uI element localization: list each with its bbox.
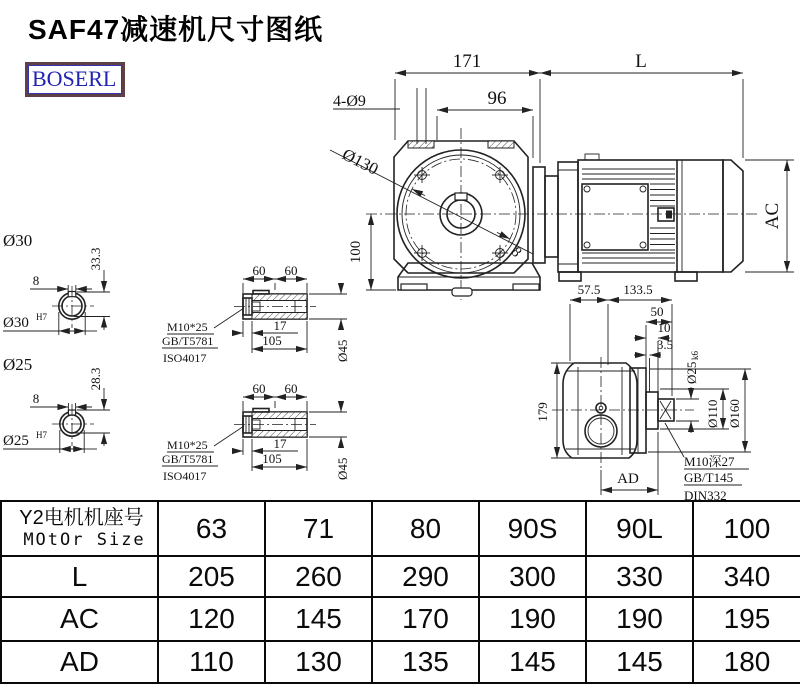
L-value-0: 205 — [158, 556, 265, 597]
L-value-2: 290 — [372, 556, 479, 597]
hollow-upper-d60b: 60 — [284, 263, 298, 278]
size-col-5: 100 — [693, 501, 800, 556]
top-view-gearmotor — [330, 51, 794, 300]
hollow-shaft-lower — [162, 381, 350, 483]
dim-179: 179 — [535, 402, 550, 422]
dim-AD: AD — [617, 471, 639, 487]
section25-label: Ø25 — [3, 355, 33, 374]
hollow-upper-d45: Ø45 — [335, 339, 350, 362]
L-value-1: 260 — [265, 556, 372, 597]
header-motor-size-cell — [1, 501, 158, 556]
hollow-lower-std1: GB/T5781 — [162, 452, 214, 466]
hollow-lower-d17: 17 — [273, 436, 287, 451]
section30-key-width: 8 — [32, 273, 40, 288]
section30-bore: Ø30 — [3, 315, 29, 331]
dim-L: L — [635, 51, 647, 72]
section30-label: Ø30 — [3, 231, 33, 250]
section30-bore-fit: H7 — [36, 312, 47, 322]
side-view-gearbox — [535, 282, 751, 503]
L-value-5: 340 — [693, 556, 800, 597]
size-col-4: 90L — [586, 501, 693, 556]
dim-O160: Ø160 — [727, 399, 742, 428]
dim-O110: Ø110 — [705, 399, 720, 428]
section25-bore-fit: H7 — [36, 430, 47, 440]
section25-key-width: 8 — [32, 391, 40, 406]
AD-value-3: 145 — [479, 641, 586, 683]
tap-std1: GB/T145 — [684, 470, 734, 485]
dim-AC: AC — [762, 202, 783, 230]
table-row-header — [1, 501, 800, 556]
size-col-2: 80 — [372, 501, 479, 556]
dim-3-5: 3.5 — [656, 337, 674, 352]
row-label-AD: AD — [1, 641, 158, 683]
table-row-AC — [1, 597, 800, 641]
dim-100: 100 — [348, 240, 364, 264]
section25-key-height: 28.3 — [88, 367, 103, 391]
size-col-3: 90S — [479, 501, 586, 556]
dim-133-5: 133.5 — [623, 282, 653, 297]
row-label-AC: AC — [1, 597, 158, 641]
hollow-upper-d105: 105 — [262, 333, 282, 348]
section30-key-height: 33.3 — [88, 247, 103, 271]
hollow-lower-d60a: 60 — [252, 381, 266, 396]
shaft-section-25 — [3, 355, 110, 453]
hollow-upper-d60a: 60 — [252, 263, 266, 278]
motor-outline — [533, 154, 743, 281]
AC-value-0: 120 — [158, 597, 265, 641]
header-motor-size-en: MOtOr Size — [23, 530, 146, 551]
hollow-lower-d60b: 60 — [284, 381, 298, 396]
dim-4xO9: 4-Ø9 — [333, 93, 366, 110]
hollow-upper-std1: GB/T5781 — [162, 334, 214, 348]
hollow-lower-d45: Ø45 — [335, 457, 350, 480]
hollow-shaft-upper — [162, 263, 350, 365]
AC-value-5: 195 — [693, 597, 800, 641]
AD-value-0: 110 — [158, 641, 265, 683]
L-value-4: 330 — [586, 556, 693, 597]
section25-bore: Ø25 — [3, 433, 29, 449]
AD-value-4: 145 — [586, 641, 693, 683]
hollow-upper-bolt: M10*25 — [167, 320, 208, 334]
hollow-lower-std2: ISO4017 — [163, 469, 207, 483]
AC-value-4: 190 — [586, 597, 693, 641]
L-value-3: 300 — [479, 556, 586, 597]
hollow-upper-std2: ISO4017 — [163, 351, 207, 365]
dim-O130: Ø130 — [339, 144, 382, 179]
row-label-L: L — [1, 556, 158, 597]
dim-50: 50 — [650, 304, 664, 319]
hollow-lower-bolt: M10*25 — [167, 438, 208, 452]
dim-8-flange: 8 — [507, 244, 525, 261]
page-title: SAF47减速机尺寸图纸 — [28, 14, 324, 45]
dim-10: 10 — [657, 320, 671, 335]
AC-value-2: 170 — [372, 597, 479, 641]
dim-96: 96 — [487, 88, 507, 109]
table-row-L — [1, 556, 800, 597]
dim-171: 171 — [452, 51, 482, 72]
table-row-AD — [1, 641, 800, 683]
motor-size-table — [0, 500, 800, 684]
dim-57-5: 57.5 — [577, 282, 601, 297]
AC-value-1: 145 — [265, 597, 372, 641]
boserl-logo-text: BOSERL — [28, 65, 122, 94]
AD-value-1: 130 — [265, 641, 372, 683]
AC-value-3: 190 — [479, 597, 586, 641]
dim-shaft-dia: Ø25 — [684, 361, 699, 384]
dim-shaft-fit: k6 — [690, 351, 700, 360]
hollow-lower-d105: 105 — [262, 451, 282, 466]
header-motor-size-cn: Y2电机机座号 — [19, 507, 144, 530]
size-col-0: 63 — [158, 501, 265, 556]
shaft-section-30 — [3, 231, 110, 335]
AD-value-5: 180 — [693, 641, 800, 683]
hollow-upper-d17: 17 — [273, 318, 287, 333]
size-col-1: 71 — [265, 501, 372, 556]
tap-std2: DIN332 — [684, 488, 727, 503]
AD-value-2: 135 — [372, 641, 479, 683]
tap-label: M10深27 — [684, 454, 735, 469]
